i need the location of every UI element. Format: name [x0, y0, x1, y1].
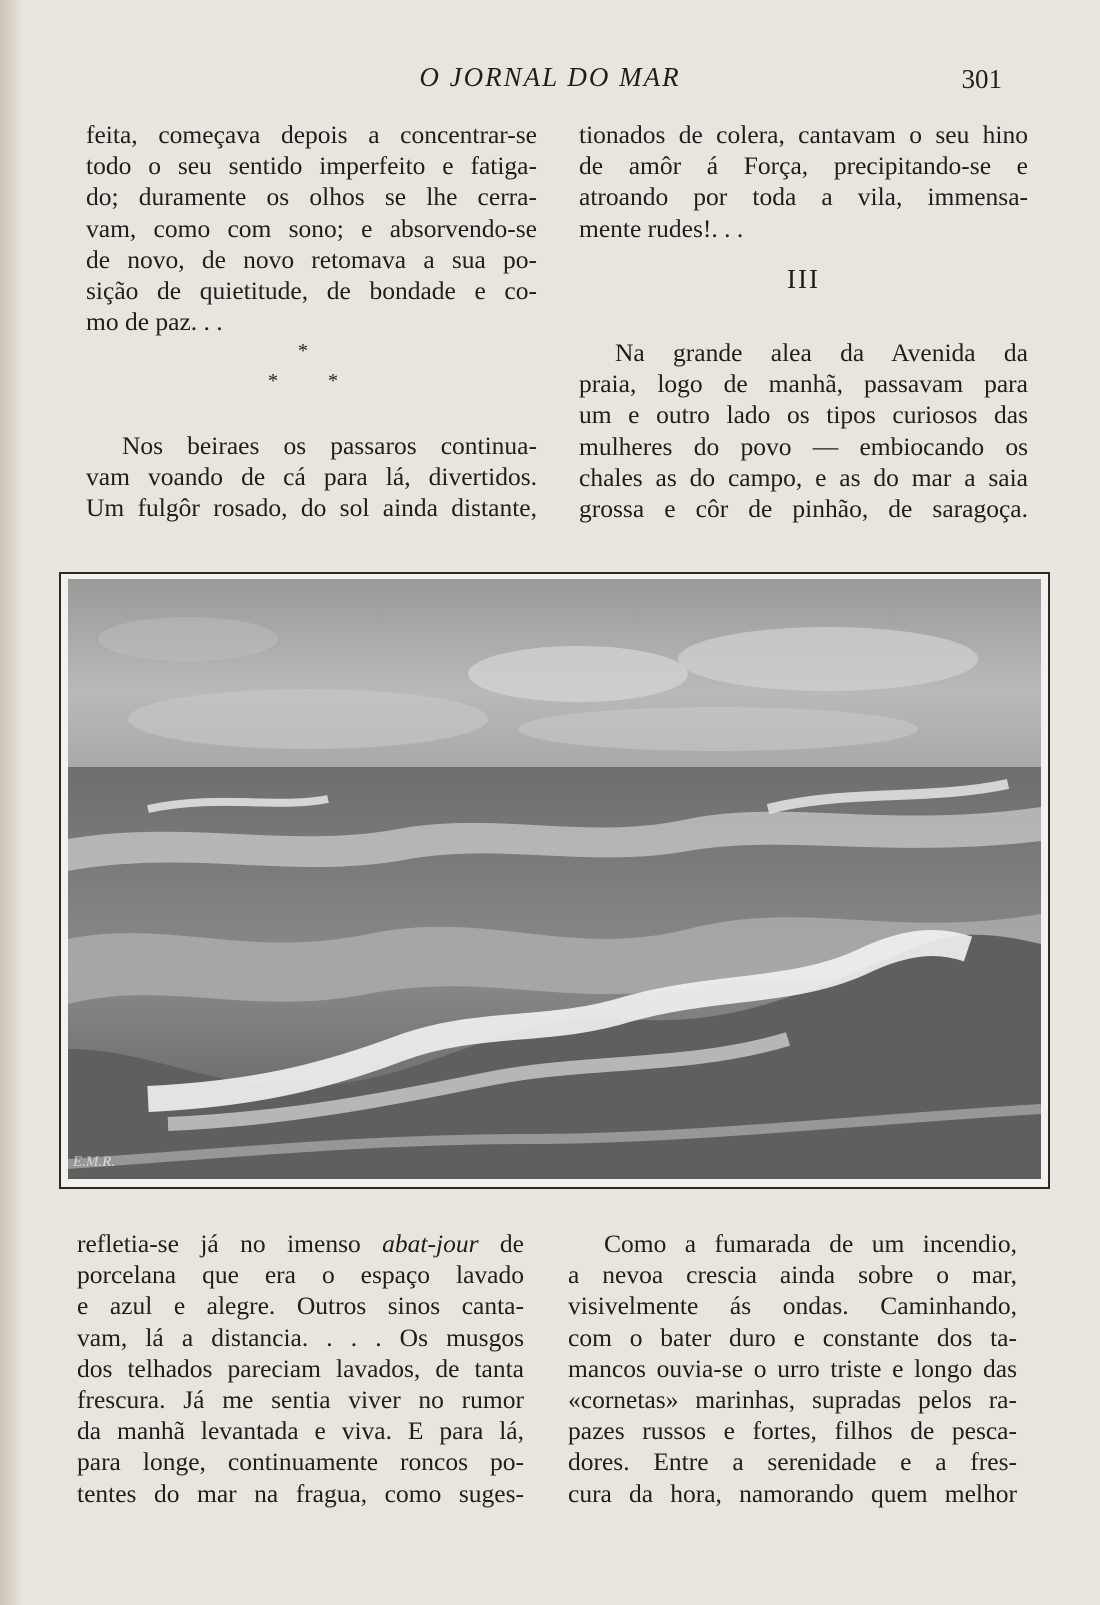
text-fragment: refletia-se já no imenso	[77, 1229, 383, 1258]
paragraph-beiraes	[86, 430, 537, 524]
text-line: de amôr á Força, precipitando-se e	[579, 151, 1028, 181]
text-line: um e outro lado os tipos curiosos das	[579, 400, 1028, 430]
column-top-left	[86, 119, 537, 337]
asterism-star: *	[298, 340, 308, 362]
sea-waves-illustration	[68, 579, 1041, 1179]
text-line: da manhã levantada e viva. E para lá,	[77, 1416, 524, 1446]
text-line: vam voando de cá para lá, divertidos.	[86, 462, 537, 492]
text-line: dores. Entre a serenidade e a fres-	[568, 1447, 1017, 1477]
text-line: todo o seu sentido imperfeito e fatiga-	[86, 151, 537, 181]
text-line: mente rudes!. . .	[579, 213, 744, 243]
text-line: praia, logo de manhã, passavam para	[579, 369, 1028, 399]
text-line: Nos beiraes os passaros continua-	[122, 431, 537, 460]
text-line: frescura. Já me sentia viver no rumor	[77, 1384, 524, 1414]
text-line: mulheres do povo — embiocando os	[579, 431, 1028, 461]
text-line: atroando por toda a vila, immensa-	[579, 182, 1028, 212]
text-line: e azul e alegre. Outros sinos canta-	[77, 1291, 524, 1321]
page-number: 301	[961, 64, 1002, 94]
text-line: de novo, de novo retomava a sua po-	[86, 244, 537, 274]
page-edge-shadow	[0, 0, 22, 1605]
text-line: pazes russos e fortes, filhos de pesca-	[568, 1416, 1017, 1446]
text-line: cura da hora, namorando quem melhor	[568, 1478, 1017, 1508]
text-line: sição de quietitude, de bondade e co-	[86, 275, 537, 305]
text-line: Na grande alea da Avenida da	[615, 338, 1028, 367]
column-bottom-left	[77, 1228, 524, 1509]
text-line: mancos ouvia-se o urro triste e longo das	[568, 1353, 1017, 1383]
text-line: tentes do mar na fragua, como suges-	[77, 1478, 524, 1508]
text-line: Como a fumarada de um incendio,	[604, 1229, 1017, 1258]
asterism-star: *	[328, 370, 338, 392]
section-number: III	[787, 264, 820, 294]
asterism-star: *	[268, 370, 278, 392]
text-line: com o bater duro e constante dos ta-	[568, 1322, 1017, 1352]
text-line: feita, começava depois a concentrar-se	[86, 120, 537, 149]
text-line: Um fulgôr rosado, do sol ainda distante,	[86, 493, 537, 523]
paragraph-avenida	[579, 337, 1028, 524]
text-line: do; duramente os olhos se lhe cerra-	[86, 182, 537, 212]
text-line: vam, como com sono; e absorvendo-se	[86, 213, 537, 243]
text-line: «cornetas» marinhas, supradas pelos ra-	[568, 1384, 1017, 1414]
text-line: chales as do campo, e as do mar a saia	[579, 462, 1028, 492]
page-header	[0, 62, 1100, 102]
text-line: visivelmente ás ondas. Caminhando,	[568, 1291, 1017, 1321]
text-line: tionados de colera, cantavam o seu hino	[579, 120, 1028, 149]
text-line: vam, lá a distancia. . . . Os musgos	[77, 1322, 524, 1352]
column-bottom-right	[568, 1228, 1017, 1509]
text-line: a nevoa crescia ainda sobre o mar,	[568, 1260, 1017, 1290]
column-top-right	[579, 119, 1028, 244]
engraver-signature: E.M.R.	[73, 1154, 116, 1170]
italic-term: abat-jour	[382, 1229, 479, 1258]
asterism-separator	[86, 340, 537, 400]
seascape-photograph	[59, 572, 1050, 1189]
text-line: dos telhados pareciam lavados, de tanta	[77, 1353, 524, 1383]
text-line: porcelana que era o espaço lavado	[77, 1260, 524, 1290]
running-title: O JORNAL DO MAR	[419, 62, 681, 92]
text-line-first	[77, 1228, 524, 1259]
text-fragment: de	[478, 1229, 524, 1258]
text-line: grossa e côr de pinhão, de saragoça.	[579, 493, 1028, 523]
text-line: mo de paz. . .	[86, 307, 223, 337]
text-line: para longe, continuamente roncos po-	[77, 1447, 524, 1477]
